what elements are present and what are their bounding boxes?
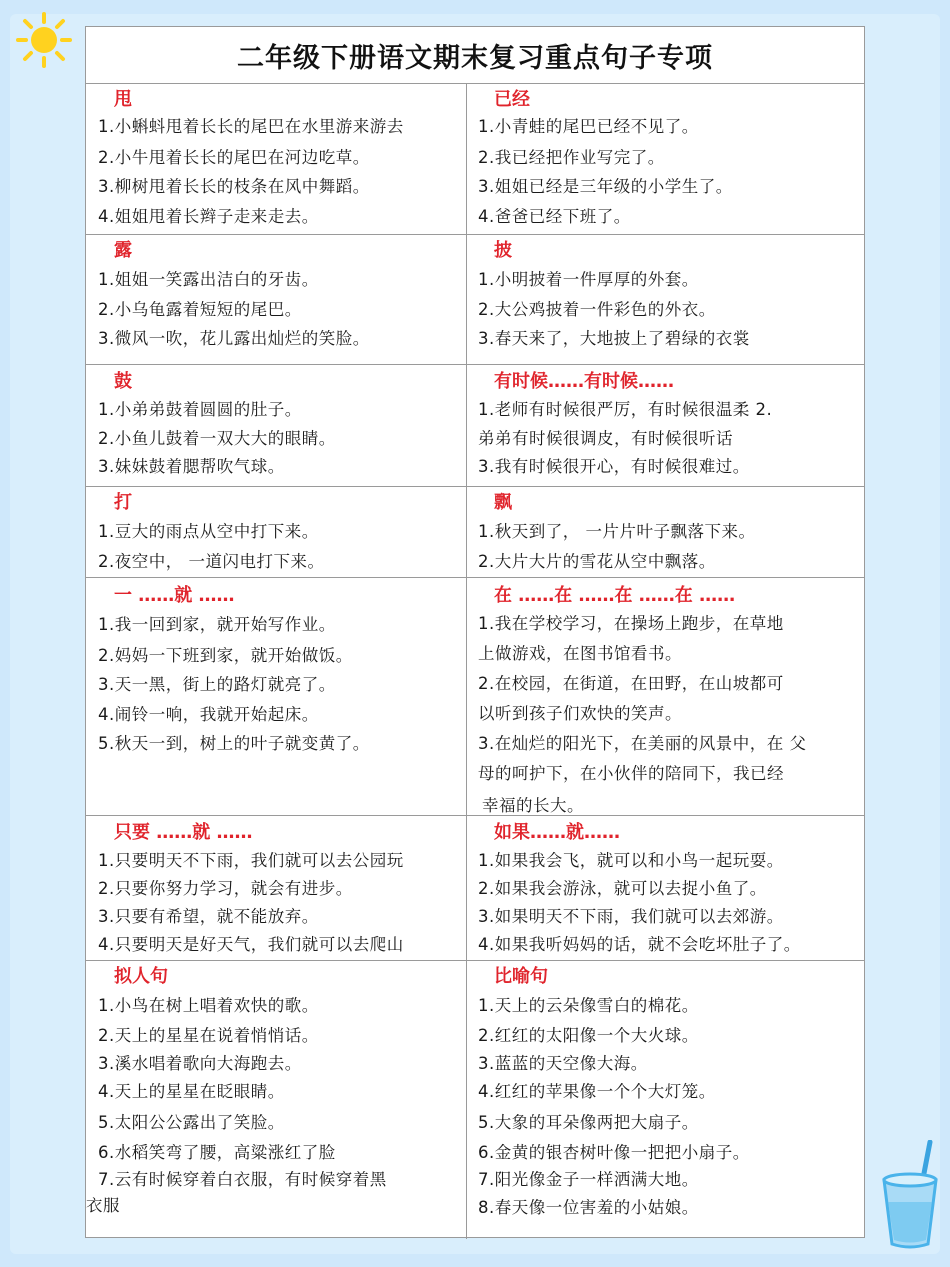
section-heading: 有时候……有时候…… (494, 371, 674, 392)
section-heading: 一 ……就 …… (114, 585, 235, 606)
sentence: 3.微风一吹，花儿露出灿烂的笑脸。 (98, 329, 370, 348)
section-shuai (94, 87, 460, 233)
sentence: 3.柳树甩着长长的枝条在风中舞蹈。 (98, 177, 370, 196)
sentence: 6.水稻笑弯了腰，高粱涨红了脸 (98, 1143, 336, 1162)
sentence: 1.秋天到了， 一片片叶子飘落下来。 (478, 522, 756, 541)
sentence: 2.天上的星星在说着悄悄话。 (98, 1026, 319, 1045)
section-heading: 打 (114, 492, 132, 513)
sentence: 1.小鸟在树上唱着欢快的歌。 (98, 996, 319, 1015)
section-heading: 只要 ……就 …… (114, 822, 253, 843)
sentence: 3.天一黑，街上的路灯就亮了。 (98, 675, 336, 694)
sentence: 3.溪水唱着歌向大海跑去。 (98, 1054, 302, 1073)
column-divider (466, 83, 467, 1239)
sentence: 母的呵护下，在小伙伴的陪同下，我已经 (478, 764, 784, 783)
sentence: 2.小牛甩着长长的尾巴在河边吃草。 (98, 148, 370, 167)
sentence: 2.如果我会游泳，就可以去捉小鱼了。 (478, 879, 767, 898)
section-heading: 鼓 (114, 371, 132, 392)
section-yijing (474, 87, 862, 233)
section-heading: 飘 (494, 492, 512, 513)
sentence: 1.小弟弟鼓着圆圆的肚子。 (98, 400, 302, 419)
sentence: 2.小乌龟露着短短的尾巴。 (98, 300, 302, 319)
sentence: 3.姐姐已经是三年级的小学生了。 (478, 177, 733, 196)
section-heading: 披 (494, 240, 512, 261)
sentence: 4.爸爸已经下班了。 (478, 207, 631, 226)
sentence: 2.我已经把作业写完了。 (478, 148, 665, 167)
sentence: 5.秋天一到，树上的叶子就变黄了。 (98, 734, 370, 753)
row-divider (86, 486, 864, 487)
sentence: 3.我有时候很开心，有时候很难过。 (478, 457, 750, 476)
sentence: 2.大公鸡披着一件彩色的外衣。 (478, 300, 716, 319)
row-divider (86, 577, 864, 578)
sentence: 3.春天来了，大地披上了碧绿的衣裳 (478, 329, 750, 348)
section-yi-jiu (94, 583, 460, 813)
row-divider (86, 960, 864, 961)
sentence: 衣服 (86, 1196, 120, 1215)
section-nirenju (86, 964, 464, 1234)
sentence: 上做游戏，在图书馆看书。 (478, 644, 682, 663)
sentence: 1.豆大的雨点从空中打下来。 (98, 522, 319, 541)
sentence: 1.小青蛙的尾巴已经不见了。 (478, 117, 699, 136)
sentence: 4.红红的苹果像一个个大灯笼。 (478, 1082, 716, 1101)
sentence: 2.夜空中， 一道闪电打下来。 (98, 552, 325, 571)
sentence: 7.云有时候穿着白衣服，有时候穿着黑 (98, 1170, 387, 1189)
sentence: 3.如果明天不下雨，我们就可以去郊游。 (478, 907, 784, 926)
section-youshihou (474, 369, 862, 485)
section-zhiyao (94, 820, 460, 959)
section-heading: 在 ……在 ……在 ……在 …… (494, 585, 736, 606)
section-gu (94, 369, 460, 485)
sentence: 2.妈妈一下班到家，就开始做饭。 (98, 646, 353, 665)
section-heading: 露 (114, 240, 132, 261)
section-heading: 拟人句 (114, 966, 168, 987)
sentence: 1.我在学校学习，在操场上跑步，在草地 (478, 614, 784, 633)
section-pi (474, 238, 862, 363)
section-lu (94, 238, 460, 363)
row-divider (86, 815, 864, 816)
section-heading: 已经 (494, 89, 530, 110)
sentence: 6.金黄的银杏树叶像一把把小扇子。 (478, 1143, 750, 1162)
sentence: 以听到孩子们欢快的笑声。 (478, 704, 682, 723)
sentence: 2.只要你努力学习，就会有进步。 (98, 879, 353, 898)
page-title: 二年级下册语文期末复习重点句子专项 (86, 27, 864, 84)
sentence: 幸福的长大。 (482, 796, 584, 813)
sentence: 7.阳光像金子一样洒满大地。 (478, 1170, 699, 1189)
sentence: 1.天上的云朵像雪白的棉花。 (478, 996, 699, 1015)
section-biyuju (474, 964, 862, 1234)
sentence: 1.我一回到家，就开始写作业。 (98, 615, 336, 634)
sentence: 1.小明披着一件厚厚的外套。 (478, 270, 699, 289)
sentence: 4.只要明天是好天气，我们就可以去爬山 (98, 935, 404, 954)
section-da (94, 490, 460, 576)
section-ruguo (474, 820, 862, 959)
sentence: 8.春天像一位害羞的小姑娘。 (478, 1198, 699, 1217)
section-piao (474, 490, 862, 576)
sentence: 2.大片大片的雪花从空中飘落。 (478, 552, 716, 571)
drink-cup-icon (878, 1140, 942, 1250)
sentence: 3.在灿烂的阳光下，在美丽的风景中，在 父 (478, 734, 807, 753)
sentence: 4.姐姐甩着长辫子走来走去。 (98, 207, 319, 226)
sentence: 3.蓝蓝的天空像大海。 (478, 1054, 648, 1073)
row-divider (86, 234, 864, 235)
section-heading: 如果……就…… (494, 822, 620, 843)
sentence: 1.老师有时候很严厉，有时候很温柔 2. (478, 400, 773, 419)
sentence: 1.姐姐一笑露出洁白的牙齿。 (98, 270, 319, 289)
section-zai (474, 583, 862, 813)
sentence: 5.大象的耳朵像两把大扇子。 (478, 1113, 699, 1132)
sun-icon (14, 10, 74, 70)
sentence: 1.如果我会飞，就可以和小鸟一起玩耍。 (478, 851, 784, 870)
sentence: 1.小蝌蚪甩着长长的尾巴在水里游来游去 (98, 117, 404, 136)
sentence: 4.天上的星星在眨眼睛。 (98, 1082, 285, 1101)
sentence: 2.小鱼儿鼓着一双大大的眼睛。 (98, 429, 336, 448)
sentence: 2.红红的太阳像一个大火球。 (478, 1026, 699, 1045)
sentence: 弟弟有时候很调皮，有时候很听话 (478, 429, 733, 448)
section-heading: 甩 (114, 89, 132, 110)
sentence: 4.如果我听妈妈的话，就不会吃坏肚子了。 (478, 935, 801, 954)
sentence: 3.妹妹鼓着腮帮吹气球。 (98, 457, 285, 476)
section-heading: 比喻句 (494, 966, 548, 987)
sentence: 5.太阳公公露出了笑脸。 (98, 1113, 285, 1132)
sentence: 1.只要明天不下雨，我们就可以去公园玩 (98, 851, 404, 870)
sentence: 2.在校园，在街道，在田野，在山坡都可 (478, 674, 784, 693)
sentence: 3.只要有希望，就不能放弃。 (98, 907, 319, 926)
sentence: 4.闹铃一响，我就开始起床。 (98, 705, 319, 724)
worksheet (85, 26, 865, 1238)
row-divider (86, 364, 864, 365)
